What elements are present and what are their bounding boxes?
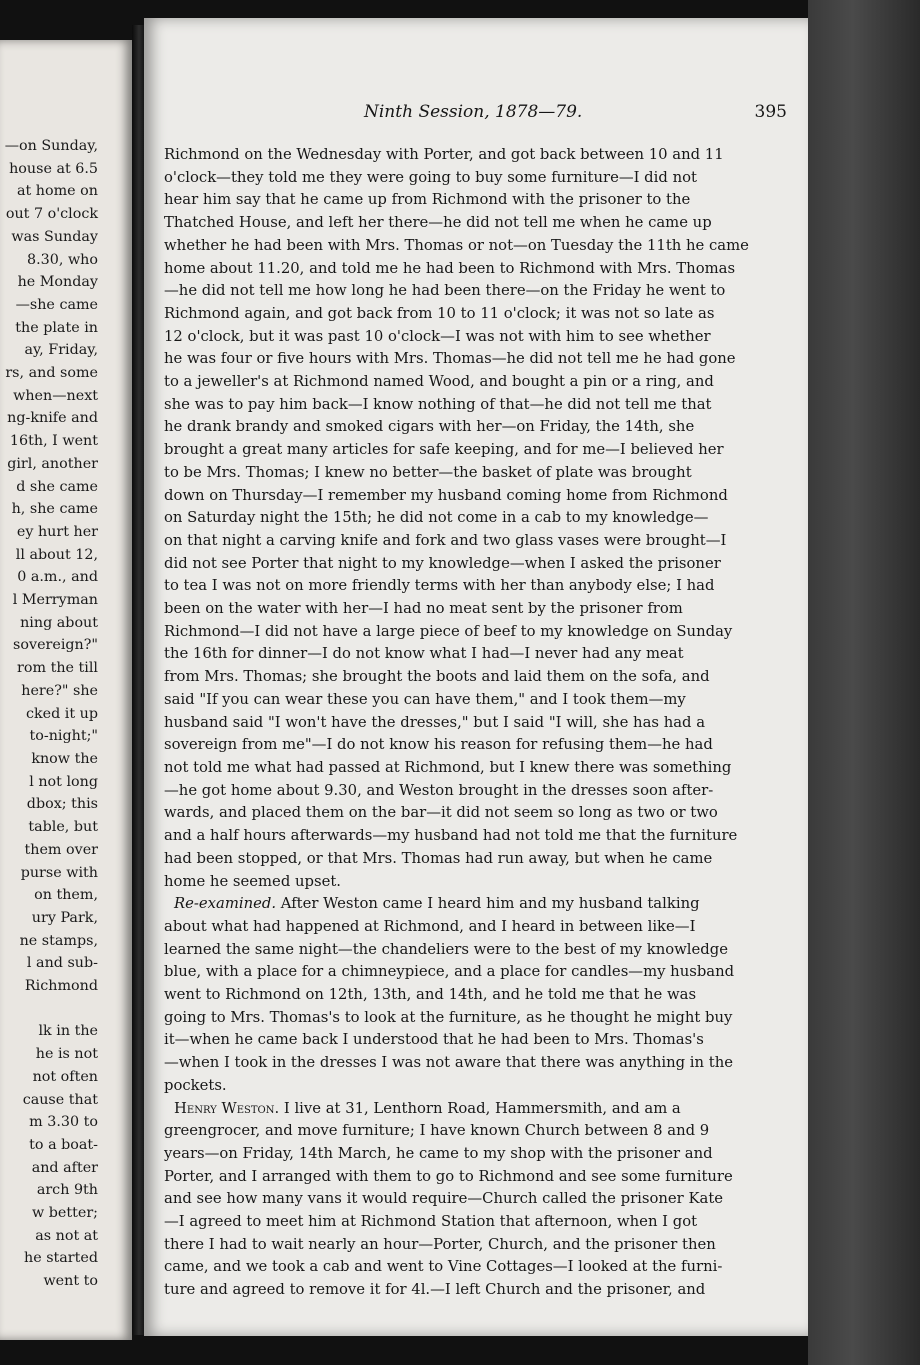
facing-page-line: dbox; this bbox=[26, 796, 98, 813]
text-line: husband said "I won't have the dresses," but I said "I will, she has had a bbox=[164, 713, 706, 731]
text-line: Porter, and I arranged with them to go to Richmond and see some furniture bbox=[164, 1167, 733, 1185]
facing-page-line: —on Sunday, bbox=[4, 138, 98, 154]
facing-page-line: cked it up bbox=[25, 705, 98, 722]
facing-page-line: girl, another bbox=[7, 455, 98, 472]
facing-page-line bbox=[0, 998, 98, 1021]
text-line: Richmond—I did not have a large piece of beef to my knowledge on Sunday bbox=[164, 622, 733, 640]
facing-page-line: ll about 12, bbox=[15, 546, 98, 563]
text-line: wards, and placed them on the bar—it did not seem so long as two or two bbox=[164, 804, 718, 822]
text-line: greengrocer, and move furniture; I have known Church between 8 and 9 bbox=[164, 1122, 710, 1140]
facing-page-line: l and sub- bbox=[26, 955, 98, 972]
facing-page-line: house at 6.5 bbox=[9, 160, 98, 177]
facing-page-line: ning about bbox=[20, 614, 98, 631]
facing-page-line: them over bbox=[24, 841, 98, 858]
text-line: years—on Friday, 14th March, he came to my shop with the prisoner and bbox=[164, 1144, 713, 1162]
facing-page-line: 16th, I went bbox=[9, 433, 98, 450]
text-line: sovereign from me"—I do not know his reason for refusing them—he had bbox=[164, 736, 713, 754]
text-line: been on the water with her—I had no meat sent by the prisoner from bbox=[164, 600, 683, 618]
text-line: Thatched House, and left her there—he did not tell me when he came up bbox=[164, 214, 712, 232]
facing-page-line: cause that bbox=[22, 1091, 98, 1108]
text-line: home he seemed upset. bbox=[164, 872, 341, 890]
facing-page-line: purse with bbox=[20, 864, 98, 881]
testimony-paragraph bbox=[164, 144, 764, 893]
text-line: said "If you can wear these you can have them," and I took them—my bbox=[164, 690, 686, 708]
text-line: —he did not tell me how long he had been there—on the Friday he went to bbox=[164, 282, 726, 300]
witness-name: Henry Weston. bbox=[174, 1099, 280, 1117]
facing-page-line: when—next bbox=[13, 387, 98, 404]
text-line: he was four or five hours with Mrs. Thomas—he did not tell me he had gone bbox=[164, 350, 736, 368]
reexamined-label: Re-examined. bbox=[174, 895, 277, 913]
facing-page-line: l not long bbox=[29, 773, 98, 790]
text-line: to be Mrs. Thomas; I knew no better—the basket of plate was brought bbox=[164, 463, 692, 481]
facing-page-line: he is not bbox=[35, 1046, 98, 1063]
witness-paragraph bbox=[164, 1120, 764, 1302]
witness-first-line bbox=[164, 1098, 764, 1121]
facing-page bbox=[0, 40, 132, 1340]
text-line: o'clock—they told me they were going to buy some furniture—I did not bbox=[164, 168, 697, 186]
facing-page-line: 0 a.m., and bbox=[17, 569, 98, 586]
text-line: on Saturday night the 15th; he did not come in a cab to my knowledge— bbox=[164, 509, 709, 527]
facing-page-line: l Merryman bbox=[12, 592, 98, 609]
text-line: not told me what had passed at Richmond, but I knew there was something bbox=[164, 758, 732, 776]
facing-page-line: here?" she bbox=[21, 682, 98, 699]
facing-page-line: ury Park, bbox=[31, 909, 98, 926]
facing-page-line: as not at bbox=[35, 1227, 98, 1244]
reexamined-text: After Weston came I heard him and my husband talking bbox=[280, 895, 700, 913]
facing-page-line: ay, Friday, bbox=[24, 342, 98, 359]
facing-page-line: sovereign?" bbox=[13, 637, 98, 654]
facing-page-line: out 7 o'clock bbox=[5, 206, 98, 223]
facing-page-line: 8.30, who bbox=[27, 251, 98, 268]
text-line: blue, with a place for a chimneypiece, and a place for candles—my husband bbox=[164, 963, 735, 981]
facing-page-line: at home on bbox=[16, 183, 98, 200]
facing-page-line: ng-knife and bbox=[7, 410, 98, 427]
text-line: learned the same night—the chandeliers were to the best of my knowledge bbox=[164, 940, 728, 958]
text-line: brought a great many articles for safe keeping, and for me—I believed her bbox=[164, 441, 724, 459]
text-line: on that night a carving knife and fork and two glass vases were brought—I bbox=[164, 531, 727, 549]
page-edge bbox=[808, 0, 920, 1365]
text-line: the 16th for dinner—I do not know what I had—I never had any meat bbox=[164, 645, 684, 663]
text-line: Richmond on the Wednesday with Porter, and got back between 10 and 11 bbox=[164, 146, 724, 163]
facing-page-line: on them, bbox=[34, 887, 98, 904]
facing-page-line: h, she came bbox=[11, 501, 98, 518]
page bbox=[144, 18, 809, 1336]
facing-page-line: —she came bbox=[15, 296, 98, 313]
text-line: did not see Porter that night to my knowledge—when I asked the prisoner bbox=[164, 554, 721, 572]
body-text bbox=[164, 144, 764, 1302]
text-line: he drank brandy and smoked cigars with her—on Friday, the 14th, she bbox=[164, 418, 695, 436]
facing-page-line: not often bbox=[32, 1068, 98, 1085]
witness-text: I live at 31, Lenthorn Road, Hammersmith, and am a bbox=[283, 1099, 681, 1117]
text-line: to a jeweller's at Richmond named Wood, and bought a pin or a ring, and bbox=[164, 373, 714, 391]
reexamined-paragraph bbox=[164, 916, 764, 1098]
text-line: went to Richmond on 12th, 13th, and 14th, and he told me that he was bbox=[164, 986, 697, 1004]
facing-page-line: he Monday bbox=[17, 274, 98, 291]
page-header bbox=[144, 102, 799, 126]
text-line: whether he had been with Mrs. Thomas or not—on Tuesday the 11th he came bbox=[164, 236, 749, 254]
facing-page-line: went to bbox=[43, 1273, 98, 1290]
text-line: and a half hours afterwards—my husband had not told me that the furniture bbox=[164, 827, 738, 845]
facing-page-line: was Sunday bbox=[11, 228, 98, 245]
facing-page-line: rom the till bbox=[17, 660, 98, 677]
facing-page-line: and after bbox=[31, 1159, 98, 1176]
facing-page-line: w better; bbox=[32, 1205, 98, 1222]
text-line: going to Mrs. Thomas's to look at the furniture, as he thought he might buy bbox=[164, 1008, 733, 1026]
facing-page-line: ey hurt her bbox=[16, 523, 98, 540]
text-line: there I had to wait nearly an hour—Porter, Church, and the prisoner then bbox=[164, 1235, 716, 1253]
facing-page-line: arch 9th bbox=[36, 1182, 98, 1199]
text-line: ture and agreed to remove it for 4l.—I left Church and the prisoner, and bbox=[164, 1281, 706, 1299]
text-line: about what had happened at Richmond, and I heard in between like—I bbox=[164, 917, 696, 935]
text-line: hear him say that he came up from Richmond with the prisoner to the bbox=[164, 191, 691, 209]
text-line: from Mrs. Thomas; she brought the boots and laid them on the sofa, and bbox=[164, 668, 710, 686]
facing-page-line: m 3.30 to bbox=[29, 1114, 98, 1131]
facing-page-line: ne stamps, bbox=[19, 932, 98, 949]
facing-page-line: to a boat- bbox=[29, 1136, 98, 1153]
running-title: Ninth Session, 1878—79. bbox=[364, 102, 583, 122]
reexamined-first-line bbox=[164, 893, 764, 916]
text-line: home about 11.20, and told me he had been to Richmond with Mrs. Thomas bbox=[164, 259, 736, 277]
facing-page-line: know the bbox=[31, 750, 98, 767]
text-line: pockets. bbox=[164, 1076, 227, 1094]
facing-page-line: rs, and some bbox=[5, 365, 98, 382]
text-line: —he got home about 9.30, and Weston brought in the dresses soon after- bbox=[164, 781, 714, 799]
facing-page-line: he started bbox=[23, 1250, 98, 1267]
facing-page-line: to-night;" bbox=[29, 728, 98, 745]
facing-page-line: lk in the bbox=[38, 1023, 98, 1040]
facing-page-line: the plate in bbox=[15, 319, 98, 336]
facing-page-line: Richmond bbox=[24, 978, 98, 995]
text-line: down on Thursday—I remember my husband coming home from Richmond bbox=[164, 486, 728, 504]
page-number: 395 bbox=[754, 102, 787, 122]
facing-page-text bbox=[0, 135, 98, 1293]
text-line: —I agreed to meet him at Richmond Station that afternoon, when I got bbox=[164, 1213, 698, 1231]
text-line: it—when he came back I understood that he had been to Mrs. Thomas's bbox=[164, 1031, 704, 1049]
text-line: and see how many vans it would require—Church called the prisoner Kate bbox=[164, 1190, 724, 1208]
text-line: to tea I was not on more friendly terms with her than anybody else; I had bbox=[164, 577, 715, 595]
text-line: —when I took in the dresses I was not aware that there was anything in the bbox=[164, 1054, 733, 1072]
text-line: came, and we took a cab and went to Vine Cottages—I looked at the furni- bbox=[164, 1258, 723, 1276]
text-line: she was to pay him back—I know nothing of that—he did not tell me that bbox=[164, 395, 712, 413]
text-line: 12 o'clock, but it was past 10 o'clock—I was not with him to see whether bbox=[164, 327, 711, 345]
text-line: Richmond again, and got back from 10 to 11 o'clock; it was not so late as bbox=[164, 304, 715, 322]
text-line: had been stopped, or that Mrs. Thomas had run away, but when he came bbox=[164, 849, 713, 867]
facing-page-line: table, but bbox=[28, 819, 98, 836]
facing-page-line: d she came bbox=[16, 478, 98, 495]
